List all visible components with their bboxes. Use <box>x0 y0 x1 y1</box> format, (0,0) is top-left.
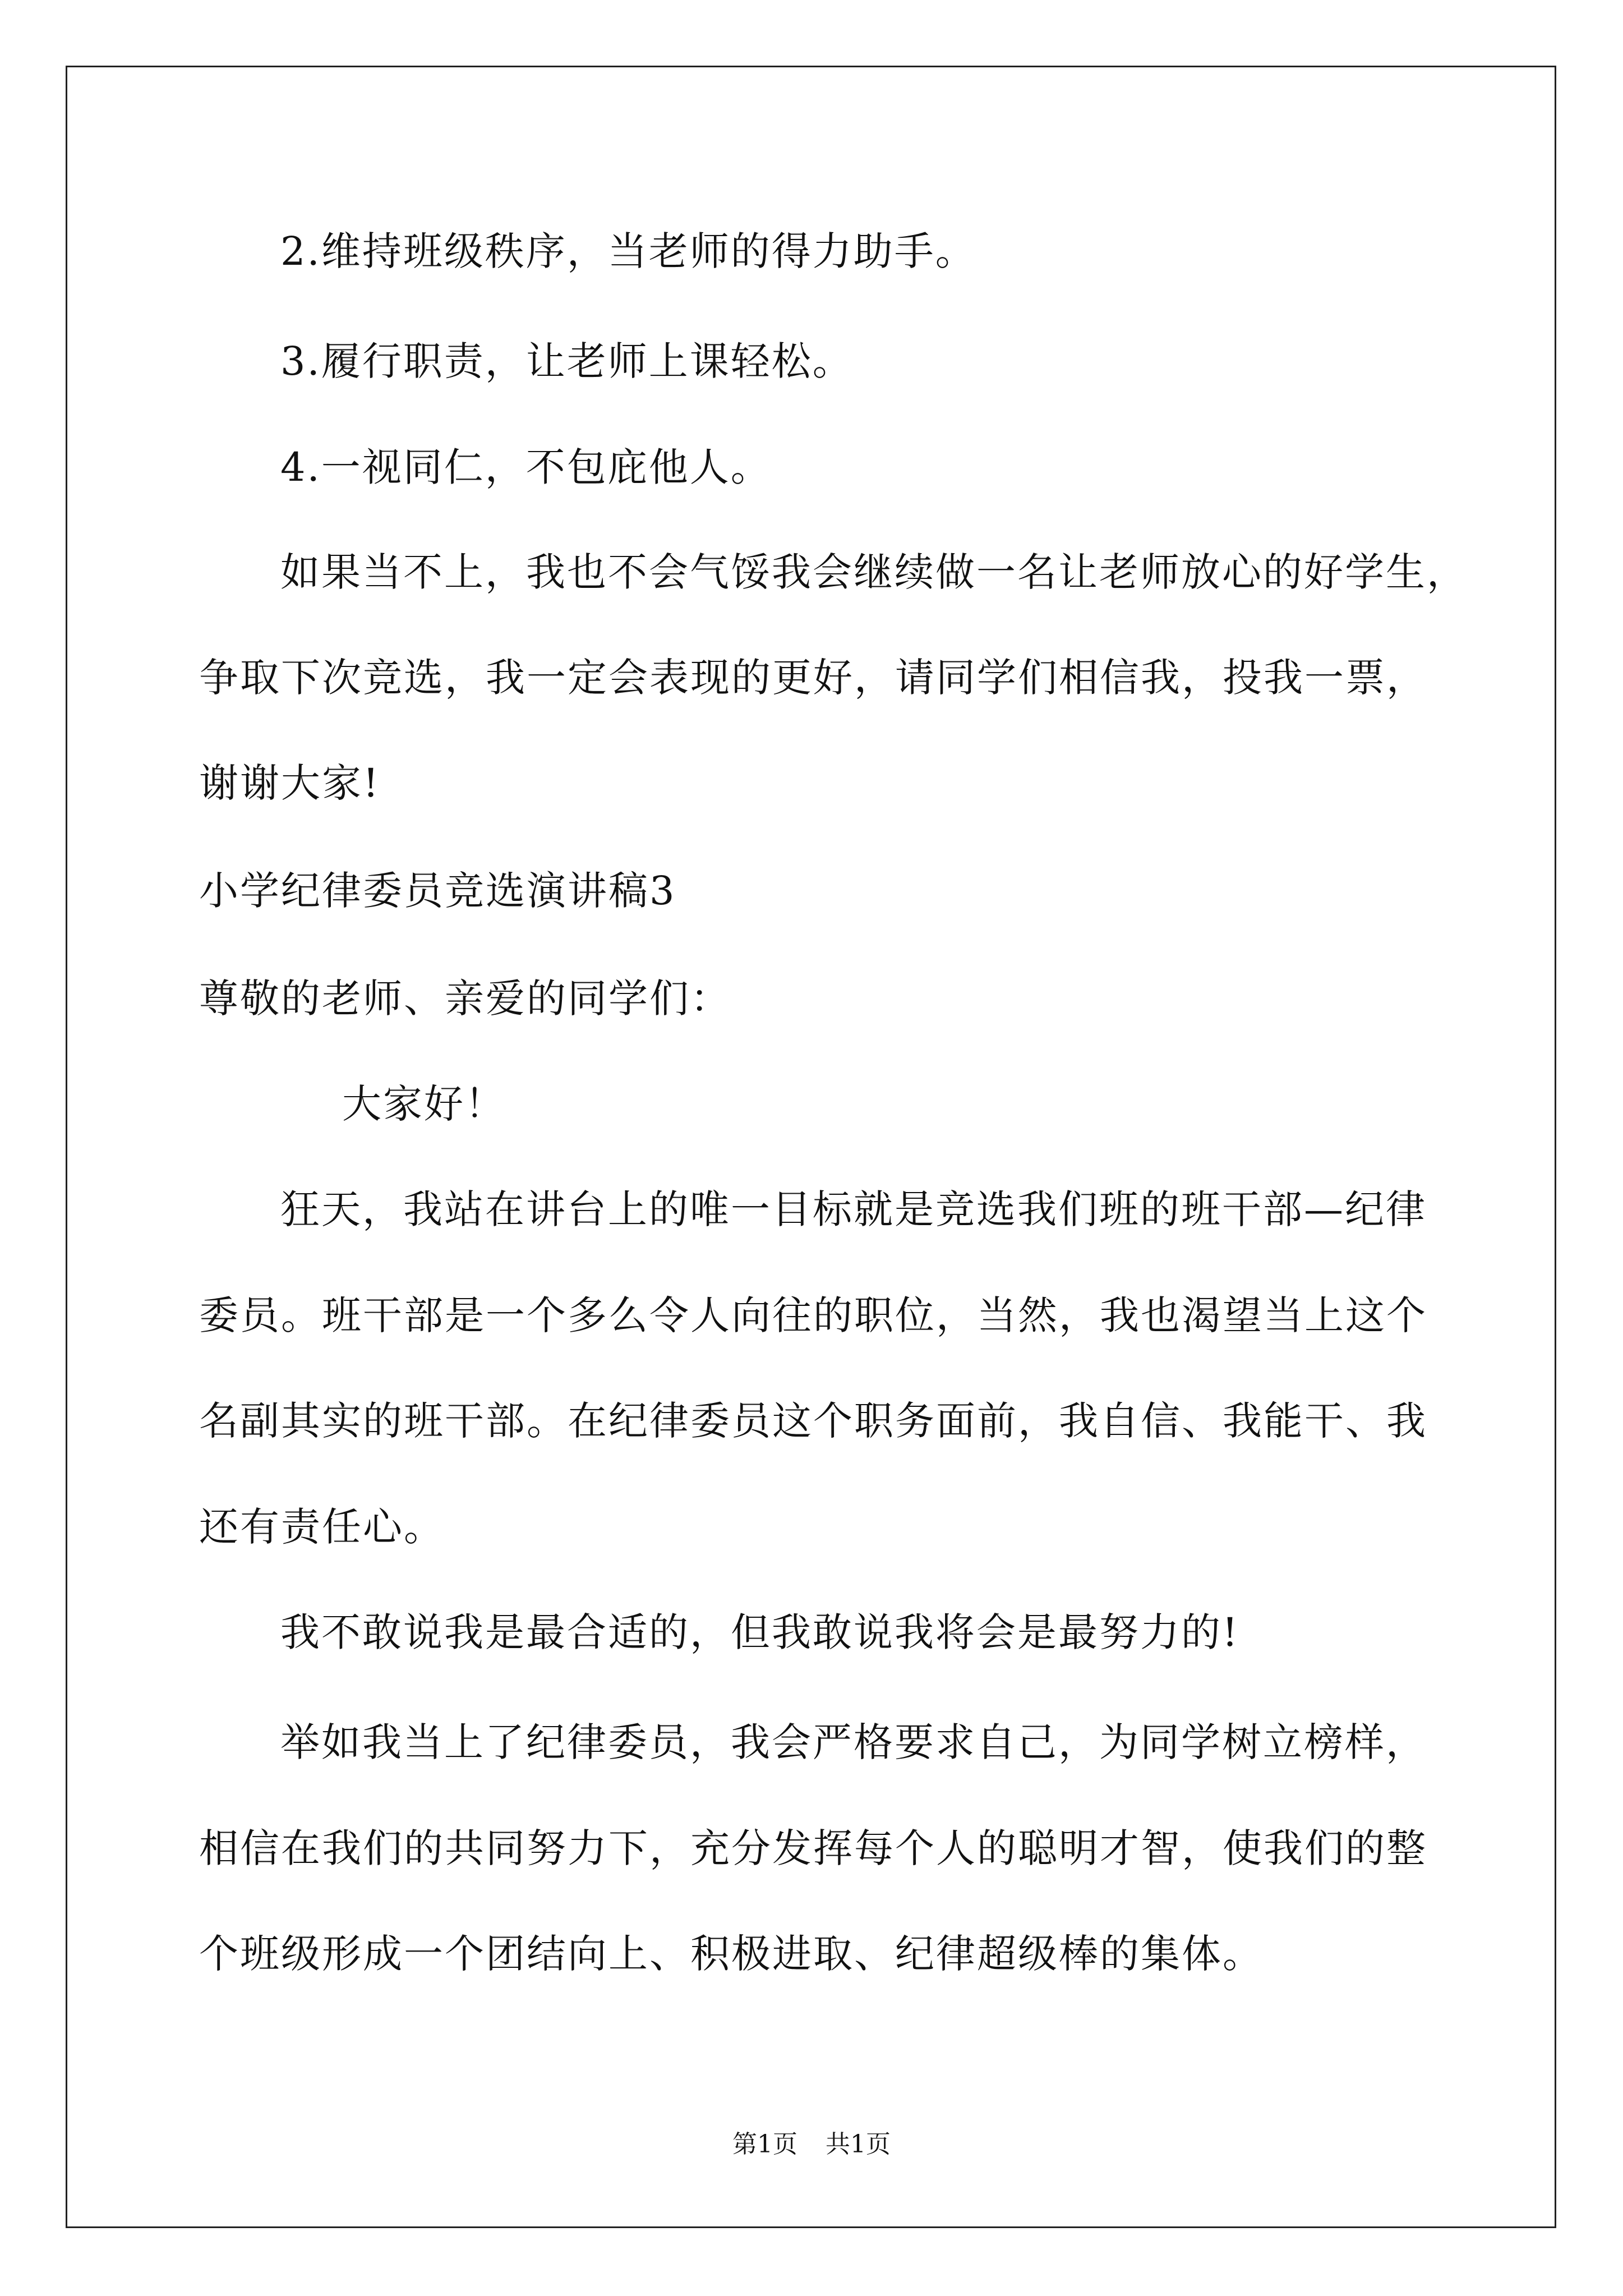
list-item-4: 4.一视同仁，不包庇他人。 <box>280 444 772 490</box>
page-number: 第1页 <box>732 2130 797 2159</box>
paragraph-line: 举如我当上了纪律委员，我会严格要求自己，为同学树立榜样， <box>280 1719 1427 1765</box>
page-border <box>66 66 1556 2228</box>
paragraph-line: 名副其实的班干部。在纪律委员这个职务面前，我自信、我能干、我 <box>199 1398 1427 1444</box>
paragraph-line: 如果当不上，我也不会气馁我会继续做一名让老师放心的好学生， <box>280 549 1468 595</box>
paragraph-line: 争取下次竞选，我一定会表现的更好，请同学们相信我，投我一票， <box>199 655 1427 701</box>
paragraph-line: 谢谢大家! <box>199 760 381 806</box>
page-footer <box>0 2129 1623 2160</box>
list-item-3: 3.履行职责，让老师上课轻松。 <box>280 338 854 384</box>
list-item-2: 2.维持班级秩序，当老师的得力助手。 <box>280 228 976 274</box>
paragraph-line: 我不敢说我是最合适的，但我敢说我将会是最努力的! <box>280 1609 1240 1655</box>
paragraph-line: 个班级形成一个团结向上、积极进取、纪律超级棒的集体。 <box>199 1931 1264 1977</box>
paragraph-line: 还有责任心。 <box>199 1504 445 1550</box>
greeting: 大家好！ <box>342 1081 506 1127</box>
paragraph-line: 相信在我们的共同努力下，充分发挥每个人的聪明才智，使我们的整 <box>199 1825 1427 1871</box>
salutation: 尊敬的老师、亲爱的同学们： <box>199 976 731 1022</box>
section-title: 小学纪律委员竞选演讲稿3 <box>199 868 676 914</box>
paragraph-line: 委员。班干部是一个多么令人向往的职位，当然，我也渴望当上这个 <box>199 1292 1427 1338</box>
paragraph-line: 狂天，我站在讲台上的唯一目标就是竞选我们班的班干部—纪律 <box>280 1186 1427 1232</box>
page-total: 共1页 <box>826 2130 891 2159</box>
